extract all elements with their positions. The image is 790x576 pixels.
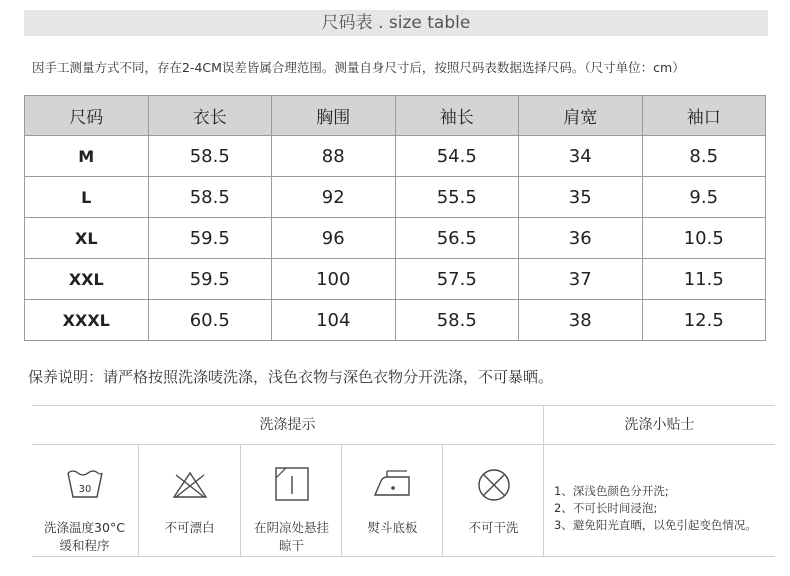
wash-symbol-label-line: 不可漂白 <box>164 520 215 535</box>
table-row <box>25 218 766 259</box>
table-cell: 92 <box>272 177 396 218</box>
table-cell: 57.5 <box>395 259 519 300</box>
list-item: 3、避免阳光直晒，以免引起变色情况。 <box>554 518 757 532</box>
table-cell: 58.5 <box>148 177 272 218</box>
size-cell: XXXL <box>25 300 149 341</box>
table-cell: 37 <box>519 259 643 300</box>
table-cell: 12.5 <box>642 300 766 341</box>
table-cell: 9.5 <box>642 177 766 218</box>
wash-symbol-label-line: 晾干 <box>278 538 304 553</box>
wash-symbol-label-line: 在阴凉处悬挂 <box>253 520 329 535</box>
table-row <box>25 259 766 300</box>
wash-symbol-label-line: 熨斗底板 <box>367 520 418 535</box>
washing-advice-header: 洗涤小贴士 <box>544 406 775 445</box>
wash-symbol-label <box>139 519 240 537</box>
table-row <box>25 136 766 177</box>
table-cell: 58.5 <box>395 300 519 341</box>
washing-tips-list <box>554 483 757 534</box>
table-cell: 10.5 <box>642 218 766 259</box>
size-cell: XXL <box>25 259 149 300</box>
header-length: 衣长 <box>148 96 272 136</box>
care-instructions: 保养说明：请严格按照洗涤唛洗涤，浅色衣物与深色衣物分开洗涤，不可暴晒。 <box>28 368 554 386</box>
wash-symbol-label <box>241 519 342 555</box>
wash-symbol-label <box>443 519 544 537</box>
wash-symbol-cell <box>342 445 443 556</box>
table-cell: 60.5 <box>148 300 272 341</box>
washing-tips-header: 洗涤提示 <box>32 406 543 445</box>
size-cell: XL <box>25 218 149 259</box>
header-sleeve: 袖长 <box>395 96 519 136</box>
header-cuff: 袖口 <box>642 96 766 136</box>
table-cell: 96 <box>272 218 396 259</box>
table-cell: 35 <box>519 177 643 218</box>
page-title: 尺码表 . size table <box>321 13 471 33</box>
measurement-note: 因手工测量方式不同，存在2-4CM误差皆属合理范围。测量自身尺寸后，按照尺码表数据选择尺码。（尺寸单位：cm） <box>32 60 685 75</box>
svg-text:30: 30 <box>78 484 91 495</box>
table-cell: 55.5 <box>395 177 519 218</box>
table-cell: 8.5 <box>642 136 766 177</box>
wash-symbol-label-line: 缓和程序 <box>59 538 110 553</box>
header-chest: 胸围 <box>272 96 396 136</box>
wash-30-icon <box>65 467 105 501</box>
table-row <box>25 300 766 341</box>
wash-symbol-cell <box>139 445 240 556</box>
table-cell: 38 <box>519 300 643 341</box>
table-cell: 11.5 <box>642 259 766 300</box>
size-cell: L <box>25 177 149 218</box>
wash-symbol-label <box>342 519 443 537</box>
table-cell: 88 <box>272 136 396 177</box>
table-row <box>25 177 766 218</box>
table-cell: 34 <box>519 136 643 177</box>
table-cell: 104 <box>272 300 396 341</box>
wash-symbol-label-line: 洗涤温度30°C <box>44 520 125 535</box>
shade-dry-icon <box>272 465 312 503</box>
size-table-header-row <box>25 96 766 136</box>
size-table <box>24 95 766 341</box>
table-cell: 56.5 <box>395 218 519 259</box>
table-cell: 59.5 <box>148 218 272 259</box>
title-bar <box>24 10 768 36</box>
list-item: 1、深浅色颜色分开洗; <box>554 484 669 498</box>
wash-symbol-label <box>34 519 135 555</box>
wash-symbol-label-line: 不可干洗 <box>468 520 519 535</box>
washing-guide <box>32 405 775 557</box>
table-cell: 36 <box>519 218 643 259</box>
header-size: 尺码 <box>25 96 149 136</box>
wash-symbol-cell <box>443 445 544 556</box>
wash-symbol-cell <box>241 445 342 556</box>
wash-symbol-cell <box>34 445 135 556</box>
table-cell: 100 <box>272 259 396 300</box>
no-bleach-icon <box>170 467 210 501</box>
list-item: 2、不可长时间浸泡; <box>554 501 658 515</box>
table-cell: 58.5 <box>148 136 272 177</box>
header-shoulder: 肩宽 <box>519 96 643 136</box>
table-cell: 54.5 <box>395 136 519 177</box>
table-cell: 59.5 <box>148 259 272 300</box>
size-cell: M <box>25 136 149 177</box>
no-tumble-dry-icon <box>474 467 514 503</box>
iron-low-icon <box>371 467 415 501</box>
